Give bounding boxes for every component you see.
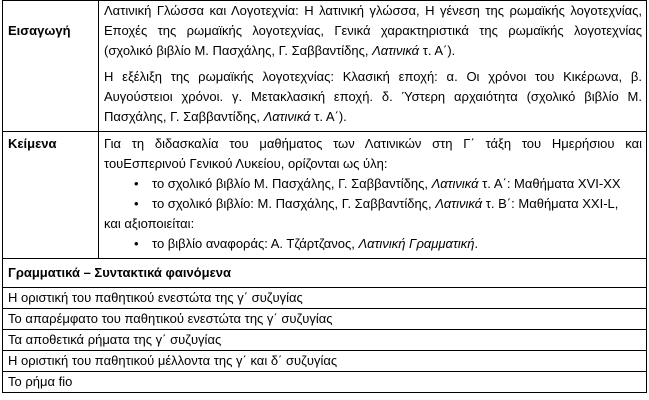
grammar-item: Τα αποθετικά ρήματα της γ΄ συζυγίας xyxy=(3,330,647,351)
grammar-item-row-1 xyxy=(3,309,647,330)
texts-line2: τουΕσπερινού Γενικού Λυκείου, ορίζονται ως ύλη: xyxy=(104,156,388,171)
grammar-heading: Γραμματικά – Συντακτικά φαινόμενα xyxy=(3,259,647,288)
grammar-item-row-0 xyxy=(3,288,647,309)
bullet-item-3: • το βιβλίο αναφοράς: Α. Τζάρτζανος, Λατινική Γραμματική. xyxy=(104,234,642,254)
grammar-heading-row xyxy=(3,259,647,288)
grammar-item: Το ρήμα fio xyxy=(3,372,647,393)
intro-para1-line2: Εποχές της ρωμαϊκής λογοτεχνίας, Γενικά χαρακτηριστικά της ρωμαϊκής λογοτεχνίας xyxy=(104,23,642,38)
texts-label-cell xyxy=(3,132,99,259)
bullet-item-2: • το σχολικό βιβλίο: Μ. Πασχάλης, Γ. Σαββαντίδης, Λατινικά τ. Β΄: Μαθήματα XXI-L, xyxy=(104,194,642,214)
texts-label: Κείμενα xyxy=(8,136,57,151)
intro-para2-line3: Πασχάλης, Γ. Σαββαντίδης, Λατινικά τ. Α΄). xyxy=(104,109,347,124)
grammar-item: Η οριστική του παθητικού ενεστώτα της γ΄ συζυγίας xyxy=(3,288,647,309)
texts-line1: Για τη διδασκαλία του μαθήματος των Λατινικών στη Γ΄ τάξη του Ημερήσιου και xyxy=(104,136,642,151)
grammar-item: Το απαρέμφατο του παθητικού ενεστώτα της γ΄ συζυγίας xyxy=(3,309,647,330)
bullet-item-1: • το σχολικό βιβλίο Μ. Πασχάλης, Γ. Σαββαντίδης, Λατινικά τ. Α΄: Μαθήματα XVI-XX xyxy=(104,174,642,194)
intro-row xyxy=(3,1,647,132)
intro-label: Εισαγωγή xyxy=(8,23,71,38)
grammar-item-row-2 xyxy=(3,330,647,351)
intro-label-cell xyxy=(3,1,99,132)
bullet-icon: • xyxy=(134,196,139,211)
intro-content-cell xyxy=(99,1,647,132)
syllabus-table xyxy=(2,0,647,393)
texts-line3: και αξιοποιείται: xyxy=(104,216,195,231)
intro-para2-line1: Η εξέλιξη της ρωμαϊκής λογοτεχνίας: Κλασική εποχή: α. Οι χρόνοι του Κικέρωνα, β. xyxy=(104,69,642,84)
texts-row xyxy=(3,132,647,259)
bullet-icon: • xyxy=(134,236,139,251)
grammar-item-row-3 xyxy=(3,351,647,372)
bullet-icon: • xyxy=(134,176,139,191)
intro-para1-line3: (σχολικό βιβλίο Μ. Πασχάλης, Γ. Σαββαντίδης, Λατινικά τ. Α΄). xyxy=(104,43,456,58)
intro-para2-line2: Αυγούστειοι χρόνοι. γ. Μετακλασική εποχή. δ. Ύστερη αρχαιότητα (σχολικό βιβλίο Μ. xyxy=(104,89,642,104)
texts-content-cell xyxy=(99,132,647,259)
intro-para1-line1: Λατινική Γλώσσα και Λογοτεχνία: Η λατινική γλώσσα, Η γένεση της ρωμαϊκής λογοτεχνίας, xyxy=(104,3,642,18)
grammar-item: Η οριστική του παθητικού μέλλοντα της γ΄ και δ΄ συζυγίας xyxy=(3,351,647,372)
grammar-item-row-4 xyxy=(3,372,647,393)
